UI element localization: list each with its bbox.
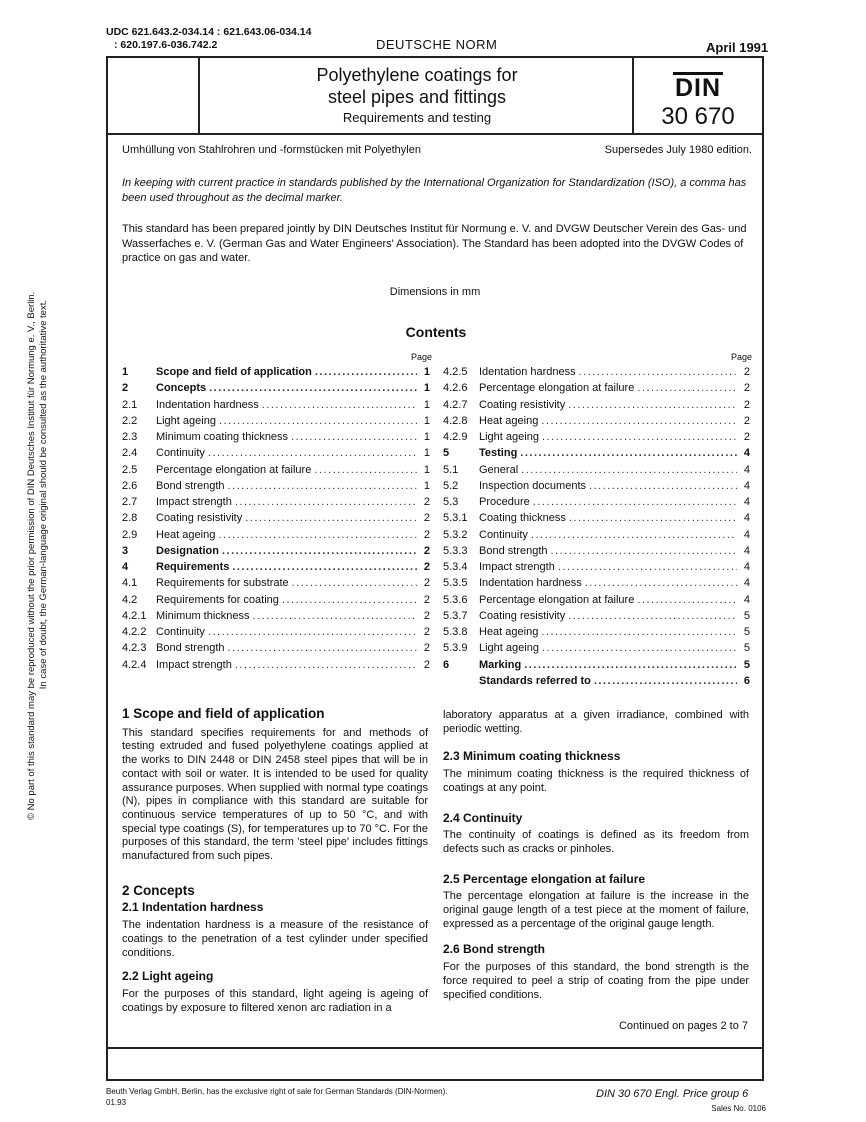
issue-date: April 1991 bbox=[706, 40, 769, 55]
prepared-by-note: This standard has been prepared jointly by DIN Deutsches Institut für Normung e. V. and DVGW Deutscher Verein des Gas- und Wasserfaches e. V. (German Gas and Water Engineers' Association). The Standard has been adopted into the DVGW Codes of practice on gas and water. bbox=[122, 223, 747, 264]
copyright-notice bbox=[26, 291, 86, 820]
toc-entry[interactable] bbox=[122, 638, 430, 654]
toc-leader-dots bbox=[232, 561, 417, 573]
copyright-line-2: In case of doubt, the German-language original should be consulted as the authoritative text. bbox=[38, 300, 49, 690]
toc-entry-number: 5.3.4 bbox=[443, 561, 468, 573]
toc-right-page-label: Page bbox=[731, 352, 753, 362]
toc-entry-title: Continuity bbox=[156, 447, 205, 460]
toc-entry-page: 2 bbox=[423, 642, 430, 655]
toc-entry[interactable] bbox=[122, 476, 430, 492]
section-1-heading: 1 Scope and field of application bbox=[122, 706, 325, 721]
toc-entry-number: 4.1 bbox=[122, 577, 138, 590]
toc-entry-title: Impact strength bbox=[156, 496, 232, 508]
toc-entry[interactable] bbox=[443, 443, 750, 459]
footer-reference: DIN 30 670 Engl. Price group 6 bbox=[596, 1088, 749, 1100]
toc-entry-page: 5 bbox=[743, 609, 750, 622]
toc-entry-page: 5 bbox=[743, 626, 750, 638]
toc-entry[interactable] bbox=[122, 427, 430, 443]
toc-entry-title: Heat ageing bbox=[156, 528, 216, 541]
toc-entry-title: Identation hardness bbox=[479, 366, 576, 378]
title-line-1: Polyethylene coatings for bbox=[316, 65, 518, 85]
toc-entry-title: Coating resistivity bbox=[479, 398, 566, 411]
toc-entry-page: 2 bbox=[423, 512, 430, 525]
toc-entry-page: 4 bbox=[743, 528, 750, 541]
toc-entry-page: 4 bbox=[743, 496, 750, 508]
toc-entry-title: Coating thickness bbox=[479, 512, 566, 525]
toc-entry-number: 5.3.9 bbox=[443, 642, 468, 655]
toc-leader-dots bbox=[291, 431, 417, 443]
section-2-1-heading: 2.1 Indentation hardness bbox=[122, 900, 264, 915]
toc-entry-title: Bond strength bbox=[156, 642, 225, 655]
copyright-line-1: © No part of this standard may be reproduced without the prior permission of DIN Deutsches Institut für Normung e. V., Berlin. bbox=[26, 291, 37, 820]
toc-entry-title: Marking bbox=[479, 658, 522, 671]
toc-entry[interactable] bbox=[443, 508, 750, 524]
toc-entry-page: 2 bbox=[743, 431, 750, 443]
toc-entry[interactable] bbox=[443, 655, 750, 671]
toc-entry[interactable] bbox=[443, 557, 750, 573]
toc-entry[interactable] bbox=[443, 590, 750, 606]
din-number: 30 670 bbox=[661, 103, 735, 130]
toc-entry-title: Bond strength bbox=[479, 544, 548, 557]
toc-leader-dots bbox=[282, 594, 417, 606]
toc-entry-number: 4.2.3 bbox=[122, 642, 147, 655]
toc-entry-page: 1 bbox=[423, 382, 430, 395]
toc-entry-page: 4 bbox=[743, 447, 750, 460]
toc-entry-page: 4 bbox=[743, 479, 750, 492]
norm-type: DEUTSCHE NORM bbox=[376, 37, 498, 52]
section-1-text: This standard specifies requirements for and methods of testing extruded and fused polyethylene coatings applied at the works to DIN 2448 or DIN 2458 steel pipes that will be in contact with soil or water. It is intended to be used for quality assurance purposes. When supplied with normal type coatings (N), pipes in compliance with this standard are suitable for continuous service temperatures of up to 50 °C, and with special type coatings (S), for temperatures up to 70 °C. For the purposes of this standard, the term 'steel pipe' includes fittings manufactured from such pipes. bbox=[122, 726, 428, 863]
toc-entry-number: 4.2.2 bbox=[122, 626, 147, 638]
toc-entry-number: 5.1 bbox=[443, 463, 459, 476]
toc-entry-number: 4.2.7 bbox=[443, 398, 468, 411]
toc-leader-dots bbox=[262, 399, 417, 411]
title-block-divider bbox=[106, 133, 764, 135]
toc-entry-title: Percentage elongation at failure bbox=[479, 593, 635, 606]
toc-entry-number: 5.3.3 bbox=[443, 544, 468, 557]
toc-entry[interactable] bbox=[443, 541, 750, 557]
toc-entry-page: 1 bbox=[423, 414, 430, 427]
toc-entry-page: 4 bbox=[743, 544, 750, 557]
toc-entry-number: 4.2.9 bbox=[443, 431, 468, 443]
document-title bbox=[200, 64, 634, 108]
footer-divider bbox=[106, 1047, 764, 1049]
toc-entry-number: 5.3.1 bbox=[443, 512, 468, 525]
toc-entry-page: 2 bbox=[423, 528, 430, 541]
section-2-heading: 2 Concepts bbox=[122, 882, 195, 898]
toc-leader-dots bbox=[637, 594, 737, 606]
toc-entry-title: Minimum thickness bbox=[156, 609, 250, 622]
section-2-3-text: The minimum coating thickness is the required thickness of coatings at any point. bbox=[443, 768, 749, 794]
toc-entry-number: 4.2.1 bbox=[122, 609, 147, 622]
section-2-5-heading: 2.5 Percentage elongation at failure bbox=[443, 871, 646, 886]
toc-entry-number: 5.3.7 bbox=[443, 609, 468, 622]
toc-entry-number: 5.3.2 bbox=[443, 528, 468, 541]
toc-entry-page: 6 bbox=[743, 674, 750, 687]
toc-entry-number: 5.3.8 bbox=[443, 626, 468, 638]
section-2-5-text: The percentage elongation at failure is the increase in the original gauge length of a test piece at the moment of failure, expressed as a percentage of the original gauge length. bbox=[443, 890, 749, 930]
toc-entry-page: 4 bbox=[743, 561, 750, 573]
toc-entry[interactable] bbox=[122, 525, 430, 541]
toc-leader-dots bbox=[542, 431, 737, 443]
udc-classification bbox=[106, 26, 311, 52]
toc-entry-title: Continuity bbox=[479, 528, 528, 541]
toc-entry[interactable] bbox=[443, 622, 750, 638]
toc-leader-dots bbox=[589, 480, 737, 492]
toc-entry[interactable] bbox=[122, 606, 430, 622]
toc-leader-dots bbox=[235, 496, 417, 508]
toc-leader-dots bbox=[531, 529, 737, 541]
toc-entry-page: 1 bbox=[423, 479, 430, 492]
toc-entry-page: 1 bbox=[423, 463, 430, 476]
toc-entry[interactable] bbox=[122, 508, 430, 524]
toc-entry-number: 5.3.5 bbox=[443, 577, 468, 590]
toc-entry-page: 5 bbox=[743, 642, 750, 655]
toc-entry-page: 4 bbox=[743, 512, 750, 525]
toc-entry-title: Impact strength bbox=[156, 658, 232, 671]
toc-entry-number: 2.2 bbox=[122, 414, 138, 427]
toc-entry[interactable] bbox=[122, 443, 430, 459]
toc-entry-title: Light ageing bbox=[156, 414, 216, 427]
udc-line-2: : 620.197.6-036.742.2 bbox=[114, 39, 218, 51]
toc-leader-dots bbox=[569, 512, 737, 524]
toc-entry[interactable] bbox=[122, 411, 430, 427]
toc-entry-number: 4 bbox=[122, 561, 129, 573]
decimal-marker-note: In keeping with current practice in standards published by the International Organization for Standardization (ISO), a comma has been used throughout as the decimal marker. bbox=[122, 177, 747, 204]
section-2-2-text: For the purposes of this standard, light ageing is ageing of coatings by exposure to filtered xenon arc radiation in a bbox=[122, 987, 428, 1014]
toc-leader-dots bbox=[219, 415, 417, 427]
toc-leader-dots bbox=[209, 382, 417, 394]
toc-entry[interactable] bbox=[443, 573, 750, 589]
toc-leader-dots bbox=[208, 626, 417, 638]
toc-leader-dots bbox=[541, 415, 737, 427]
toc-entry[interactable] bbox=[443, 460, 750, 476]
toc-entry-number: 2.6 bbox=[122, 479, 138, 492]
section-2-2-continued: laboratory apparatus at a given irradiance, combined with periodic wetting. bbox=[443, 709, 749, 735]
toc-entry-title: Indentation hardness bbox=[479, 577, 582, 590]
toc-entry-title: Scope and field of application bbox=[156, 366, 312, 378]
toc-entry-number: 4.2.4 bbox=[122, 658, 147, 671]
body-right-column bbox=[443, 709, 749, 1002]
toc-entry[interactable] bbox=[122, 395, 430, 411]
footer-publisher bbox=[106, 1086, 447, 1108]
toc-entry-page: 2 bbox=[743, 414, 750, 427]
toc-entry[interactable] bbox=[122, 557, 430, 573]
section-2-4-heading: 2.4 Continuity bbox=[443, 810, 523, 825]
toc-entry[interactable] bbox=[443, 427, 750, 443]
publication-code: 01.93 bbox=[106, 1098, 127, 1107]
toc-entry[interactable] bbox=[122, 590, 430, 606]
section-2-2-heading: 2.2 Light ageing bbox=[122, 969, 214, 984]
toc-entry-title: Testing bbox=[479, 447, 518, 460]
toc-entry[interactable] bbox=[122, 573, 430, 589]
toc-entry[interactable] bbox=[443, 476, 750, 492]
toc-entry-page: 1 bbox=[423, 398, 430, 411]
toc-entry-number: 6 bbox=[443, 658, 450, 671]
toc-entry-number: 4.2.5 bbox=[443, 366, 468, 378]
toc-left-page-label: Page bbox=[411, 352, 433, 362]
toc-entry-page: 2 bbox=[423, 593, 430, 606]
toc-entry-title: Continuity bbox=[156, 626, 205, 638]
toc-entry[interactable] bbox=[443, 395, 750, 411]
udc-line-1: UDC 621.643.2-034.14 : 621.643.06-034.14 bbox=[106, 26, 312, 38]
toc-entry-page: 5 bbox=[743, 658, 750, 671]
toc-leader-dots bbox=[542, 642, 737, 654]
toc-entry-title: Requirements for coating bbox=[156, 593, 279, 606]
toc-entry-number: 5.2 bbox=[443, 479, 459, 492]
section-2-4-text: The continuity of coatings is defined as its freedom from defects such as cracks or pinholes. bbox=[443, 829, 749, 855]
toc-entry-title: Inspection documents bbox=[479, 479, 587, 492]
toc-leader-dots bbox=[245, 512, 417, 524]
toc-entry-number: 2.9 bbox=[122, 528, 138, 541]
toc-entry-page: 2 bbox=[743, 382, 750, 395]
toc-entry-page: 1 bbox=[423, 447, 430, 460]
toc-entry-number: 2.8 bbox=[122, 512, 138, 525]
toc-leader-dots bbox=[253, 610, 417, 622]
toc-entry-number: 4.2.8 bbox=[443, 414, 468, 427]
toc-entry-page: 2 bbox=[423, 658, 430, 671]
toc-entry-title: Requirements bbox=[156, 561, 230, 573]
section-2-6-heading: 2.6 Bond strength bbox=[443, 942, 546, 957]
toc-leader-dots bbox=[541, 626, 737, 638]
toc-leader-dots bbox=[568, 610, 737, 622]
toc-entry-title: Impact strength bbox=[479, 561, 555, 573]
body-left-column bbox=[122, 707, 428, 1015]
toc-entry[interactable] bbox=[443, 492, 750, 508]
toc-leader-dots bbox=[228, 642, 418, 654]
din-badge bbox=[634, 62, 762, 131]
toc-entry-number: 2.4 bbox=[122, 447, 138, 460]
toc-entry-title: Requirements for substrate bbox=[156, 577, 289, 590]
toc-entry-page: 2 bbox=[423, 577, 430, 590]
toc-entry-title: Heat ageing bbox=[479, 414, 539, 427]
din-logo: DIN bbox=[674, 74, 722, 102]
toc-leader-dots bbox=[585, 577, 737, 589]
sales-number: Sales No. 0106 bbox=[711, 1104, 766, 1113]
continued-note: Continued on pages 2 to 7 bbox=[618, 1020, 748, 1032]
supersedes-note: Supersedes July 1980 edition. bbox=[604, 144, 752, 156]
toc-entry-number: 3 bbox=[122, 544, 129, 557]
toc-entry-title: General bbox=[479, 463, 519, 476]
toc-entry-title: Light ageing bbox=[479, 642, 539, 655]
german-title: Umhüllung von Stahlrohren und -formstücken mit Polyethylen bbox=[122, 144, 421, 156]
toc-entry-title: Coating resistivity bbox=[479, 609, 566, 622]
toc-entry-page: 4 bbox=[743, 577, 750, 590]
toc-entry-page: 2 bbox=[743, 398, 750, 411]
section-2-6-text: For the purposes of this standard, the bond strength is the force required to peel a strip of coating from the pipe under specified conditions. bbox=[443, 961, 749, 1001]
toc-entry-title: Indentation hardness bbox=[156, 398, 259, 411]
toc-entry-page: 2 bbox=[743, 366, 750, 378]
toc-leader-dots bbox=[314, 464, 417, 476]
toc-entry-number: 2 bbox=[122, 382, 129, 395]
toc-entry[interactable] bbox=[443, 638, 750, 654]
toc-entry-number: 4.2 bbox=[122, 593, 138, 606]
toc-entry-page: 2 bbox=[423, 609, 430, 622]
toc-entry[interactable] bbox=[122, 541, 430, 557]
toc-entry[interactable] bbox=[122, 492, 430, 508]
toc-leader-dots bbox=[520, 447, 737, 459]
toc-entry[interactable] bbox=[122, 460, 430, 476]
toc-entry-number: 2.5 bbox=[122, 463, 138, 476]
toc-entry-title: Minimum coating thickness bbox=[156, 431, 289, 443]
toc-entry-page: 2 bbox=[423, 626, 430, 638]
toc-entry-title: Standards referred to bbox=[479, 674, 591, 687]
toc-entry-title: Light ageing bbox=[479, 431, 539, 443]
toc-entry[interactable] bbox=[443, 411, 750, 427]
toc-entry-page: 1 bbox=[423, 431, 430, 443]
toc-entry-number: 2.7 bbox=[122, 496, 138, 508]
toc-entry-title: Percentage elongation at failure bbox=[479, 382, 635, 395]
toc-entry-number: 5.3.6 bbox=[443, 593, 468, 606]
toc-leader-dots bbox=[533, 496, 737, 508]
toc-leader-dots bbox=[637, 382, 737, 394]
contents-heading: Contents bbox=[405, 324, 467, 340]
section-2-1-text: The indentation hardness is a measure of the resistance of coatings to the penetration of a test cylinder under specified conditions. bbox=[122, 919, 428, 959]
toc-entry-number: 4.2.6 bbox=[443, 382, 468, 395]
toc-entry[interactable] bbox=[443, 378, 750, 394]
toc-entry[interactable] bbox=[122, 655, 430, 671]
toc-leader-dots bbox=[551, 545, 738, 557]
toc-entry-page: 1 bbox=[423, 366, 430, 378]
toc-leader-dots bbox=[568, 399, 737, 411]
toc-entry-page: 2 bbox=[423, 544, 430, 557]
toc-leader-dots bbox=[228, 480, 418, 492]
publisher-text: Beuth Verlag GmbH, Berlin, has the exclusive right of sale for German Standards (DIN-Normen). bbox=[106, 1087, 448, 1096]
section-2-3-heading: 2.3 Minimum coating thickness bbox=[443, 749, 621, 764]
toc-leader-dots bbox=[292, 577, 417, 589]
toc-entry-number: 5 bbox=[443, 447, 450, 460]
toc-leader-dots bbox=[218, 529, 417, 541]
toc-entry-title: Percentage elongation at failure bbox=[156, 463, 312, 476]
toc-entry-title: Concepts bbox=[156, 382, 207, 395]
toc-entry-page: 4 bbox=[743, 593, 750, 606]
toc-leader-dots bbox=[521, 464, 737, 476]
toc-entry-title: Designation bbox=[156, 544, 219, 557]
toc-leader-dots bbox=[579, 366, 737, 378]
toc-leader-dots bbox=[235, 659, 417, 671]
toc-leader-dots bbox=[315, 366, 417, 378]
toc-entry[interactable] bbox=[122, 622, 430, 638]
document-subtitle: Requirements and testing bbox=[342, 110, 492, 125]
toc-entry-title: Heat ageing bbox=[479, 626, 539, 638]
toc-entry[interactable] bbox=[443, 525, 750, 541]
toc-entry-number: 1 bbox=[122, 366, 129, 378]
toc-entry-number: 2.3 bbox=[122, 431, 138, 443]
toc-leader-dots bbox=[524, 659, 737, 671]
toc-entry[interactable] bbox=[443, 671, 750, 687]
toc-entry[interactable] bbox=[443, 606, 750, 622]
toc-entry[interactable] bbox=[122, 362, 430, 378]
toc-leader-dots bbox=[558, 561, 737, 573]
toc-entry-page: 2 bbox=[423, 496, 430, 508]
toc-entry-title: Coating resistivity bbox=[156, 512, 243, 525]
toc-entry-page: 4 bbox=[743, 463, 750, 476]
dimensions-note: Dimensions in mm bbox=[389, 286, 481, 298]
toc-leader-dots bbox=[222, 545, 417, 557]
toc-entry-number: 5.3 bbox=[443, 496, 459, 508]
toc-entry-title: Procedure bbox=[479, 496, 530, 508]
toc-entry[interactable] bbox=[122, 378, 430, 394]
toc-entry-title: Bond strength bbox=[156, 479, 225, 492]
toc-entry-number: 2.1 bbox=[122, 398, 138, 411]
title-line-2: steel pipes and fittings bbox=[327, 87, 507, 107]
toc-entry-page: 2 bbox=[423, 561, 430, 573]
toc-leader-dots bbox=[208, 447, 417, 459]
toc-entry[interactable] bbox=[443, 362, 750, 378]
toc-leader-dots bbox=[594, 675, 737, 687]
